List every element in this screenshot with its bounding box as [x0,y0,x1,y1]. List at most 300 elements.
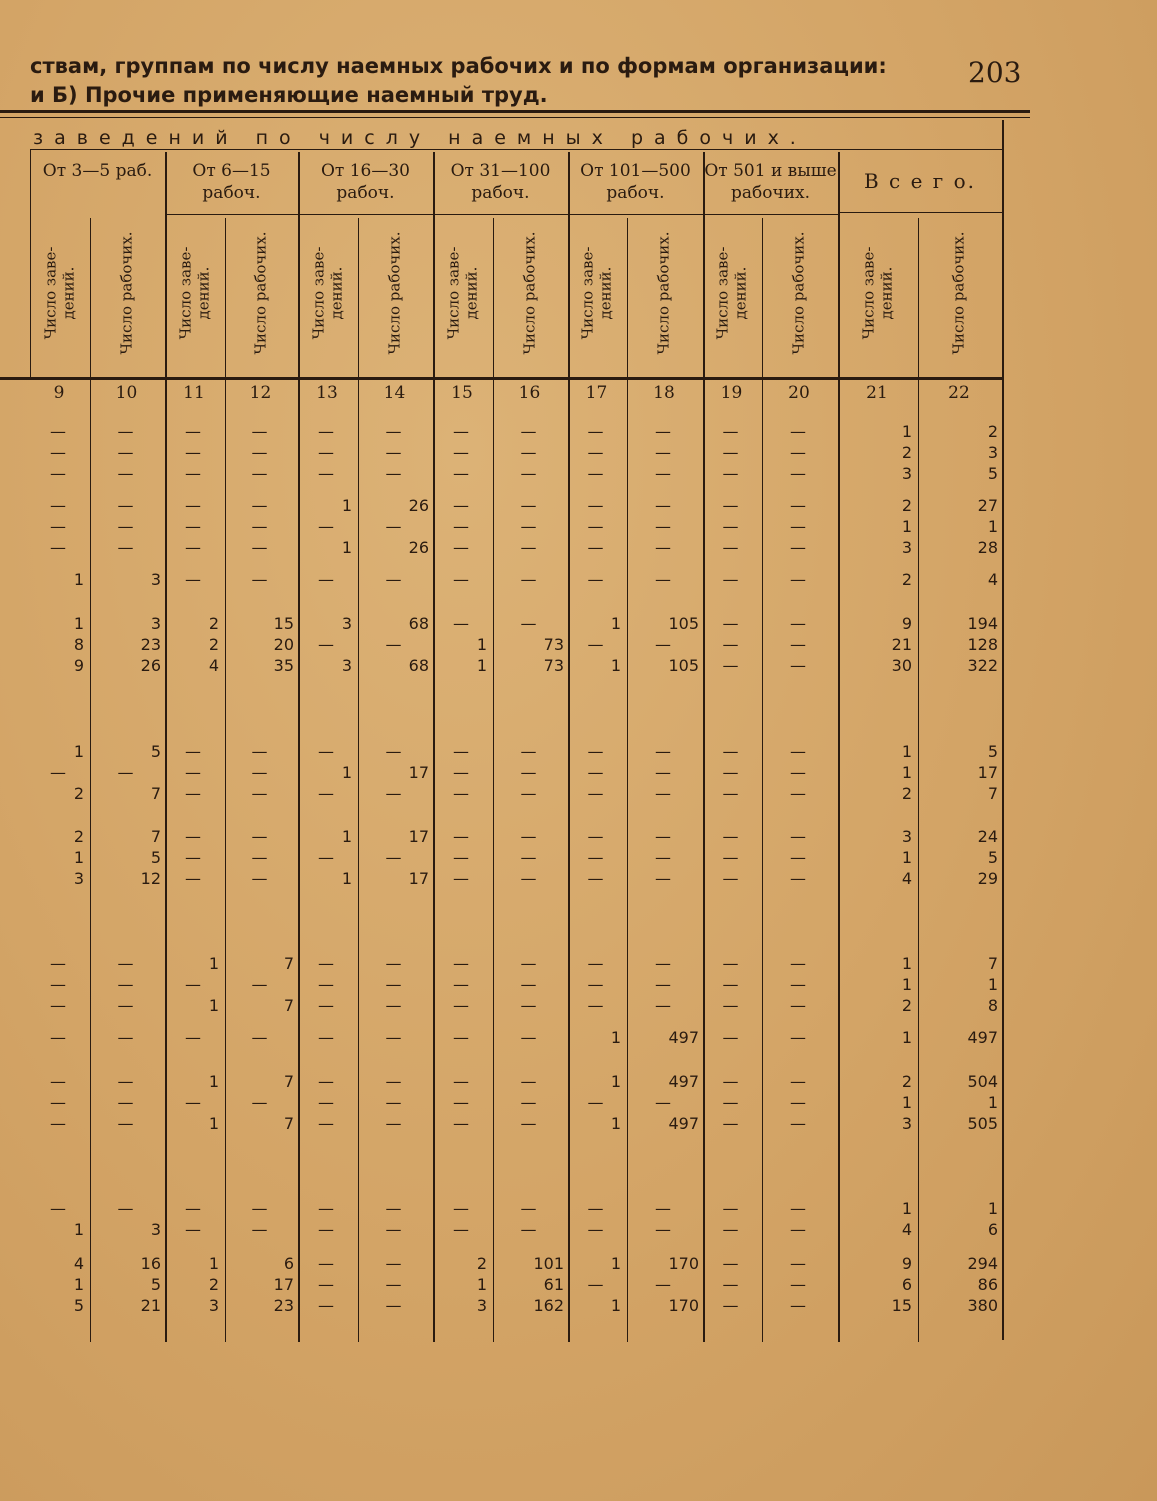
table-cell: — [251,1199,268,1218]
table-cell: — [251,443,268,462]
table-cell: 35 [273,656,294,675]
total-header-rule [838,212,1002,213]
table-cell: — [453,954,469,973]
table-cell: — [385,443,402,462]
table-cell: 6 [901,1275,912,1294]
column-number: 14 [383,383,406,403]
subheader-text: Число рабочих. [385,231,404,355]
subheader-establishments [433,218,491,368]
table-cell: — [453,763,469,782]
table-cell: — [318,848,334,867]
table-cell: — [117,538,134,557]
table-cell: — [520,538,537,557]
table-cell: — [50,422,66,441]
table-cell: — [655,975,671,994]
table-cell: 1 [73,848,84,867]
table-cell: — [655,869,671,888]
table-cell: 1 [476,635,487,654]
table-cell: — [520,1220,537,1239]
subheader-establishments [838,218,916,368]
table-cell: — [520,496,537,515]
table-cell: — [587,827,604,846]
table-cell: — [453,848,469,867]
table-cell: 7 [283,954,294,973]
table-cell: — [655,742,671,761]
table-cell: — [722,827,739,846]
table-cell: — [117,954,134,973]
table-cell: — [385,422,402,441]
table-cell: — [318,1296,334,1315]
table-cell: — [722,763,739,782]
table-cell: 1 [901,517,912,536]
subheader-workers [625,218,703,368]
table-cell: — [790,464,806,483]
table-cell: 9 [73,656,84,675]
table-cell: 1 [987,1093,998,1112]
table-cell: 1 [341,827,352,846]
table-cell: — [790,538,806,557]
group-header-6: От 501 и выше рабочих. [704,161,837,203]
table-cell: 5 [150,848,161,867]
subheader-text: Число заве- дений. [859,246,895,340]
table-cell: — [50,1114,66,1133]
table-cell: — [655,517,671,536]
table-cell: — [50,538,66,557]
column-number: 9 [53,383,65,403]
table-cell: — [385,464,402,483]
table-cell: — [185,538,201,557]
table-cell: — [50,1072,66,1091]
column-number: 21 [866,383,888,403]
table-cell: — [453,422,469,441]
table-cell: — [185,1220,201,1239]
table-cell: 3 [987,443,998,462]
table-cell: — [251,784,268,803]
table-cell: — [117,464,134,483]
table-cell: — [318,954,334,973]
table-cell: — [587,570,604,589]
table-cell: — [655,443,671,462]
table-cell: — [790,517,806,536]
table-cell: 322 [967,656,998,675]
table-cell: — [318,464,334,483]
table-cell: — [587,848,604,867]
table-cell: — [251,570,268,589]
table-cell: 15 [891,1296,912,1315]
table-cell: — [587,496,604,515]
table-cell: 23 [273,1296,294,1315]
table-cell: — [50,464,66,483]
table-cell: — [790,1028,806,1047]
table-cell: 1 [341,496,352,515]
column-number: 19 [720,383,743,403]
table-cell: — [790,656,806,675]
table-cell: — [318,635,334,654]
table-cell: — [318,517,334,536]
subheader-text: Число рабочих. [117,231,136,355]
header-bottom-rule [0,377,1004,380]
table-cell: 26 [140,656,161,675]
header-line-1: ствам, группам по числу наемных рабочих и по формам организации: [30,54,887,78]
table-cell: — [722,1199,739,1218]
table-cell: — [453,827,469,846]
table-cell: — [790,1254,806,1273]
table-cell: 73 [543,656,564,675]
table-cell: — [520,1028,537,1047]
table-cell: — [722,656,739,675]
table-cell: — [251,464,268,483]
table-cell: — [117,1114,134,1133]
table-cell: — [251,848,268,867]
table-cell: 5 [150,742,161,761]
table-cell: 23 [140,635,161,654]
table-cell: — [520,1114,537,1133]
table-cell: — [722,443,739,462]
column-number: 20 [788,383,810,403]
table-cell: — [453,614,469,633]
table-cell: — [587,443,604,462]
table-cell: — [453,1093,469,1112]
table-cell: — [185,517,201,536]
subheader-text: Число заве- дений. [176,246,212,340]
table-cell: — [655,422,671,441]
table-cell: 170 [668,1296,699,1315]
column-number: 16 [518,383,541,403]
table-cell: — [117,1072,134,1091]
table-cell: 3 [341,614,352,633]
table-cell: — [722,517,739,536]
table-cell: — [790,784,806,803]
table-cell: 505 [967,1114,998,1133]
table-cell: 4 [901,869,912,888]
table-cell: 17 [273,1275,294,1294]
table-cell: — [655,496,671,515]
table-cell: — [520,1093,537,1112]
subheader-text: Число заве- дений. [713,246,750,340]
table-cell: — [790,1275,806,1294]
table-cell: — [520,1072,537,1091]
table-cell: — [318,975,334,994]
table-cell: 6 [987,1220,998,1239]
table-cell: — [185,742,201,761]
table-cell: — [587,954,604,973]
table-cell: — [520,517,537,536]
group-header-3: От 16—30 рабоч. [320,161,410,203]
table-cell: 2 [208,614,219,633]
table-cell: — [318,422,334,441]
table-cell: — [587,869,604,888]
table-cell: 4 [73,1254,84,1273]
table-cell: — [185,827,201,846]
table-cell: — [722,1220,739,1239]
table-cell: — [722,464,739,483]
group-header-rule [165,214,838,215]
table-cell: 21 [140,1296,161,1315]
table-cell: 2 [901,496,912,515]
subheader-workers [916,218,1002,368]
table-cell: — [790,827,806,846]
table-right-border [1002,120,1004,1340]
table-cell: — [117,422,134,441]
table-cell: — [587,763,604,782]
table-cell: 1 [610,656,621,675]
subtitle-rule [30,149,1002,150]
table-cell: — [453,1199,469,1218]
table-cell: 3 [476,1296,487,1315]
table-cell: — [722,784,739,803]
header-rule [0,110,1030,113]
table-cell: — [50,954,66,973]
table-cell: 5 [987,848,998,867]
table-cell: — [185,443,201,462]
table-cell: 1 [208,1072,219,1091]
table-cell: — [790,1072,806,1091]
table-cell: 5 [150,1275,161,1294]
table-cell: — [722,848,739,867]
table-cell: 1 [901,422,912,441]
table-cell: — [655,763,671,782]
table-cell: 73 [543,635,564,654]
table-cell: — [385,570,402,589]
table-cell: — [722,975,739,994]
table-cell: — [385,1275,402,1294]
subheader-text: Число заве- дений. [578,246,615,340]
table-cell: 8 [987,996,998,1015]
table-cell: — [587,1220,604,1239]
table-cell: — [385,1114,402,1133]
table-cell: — [722,1296,739,1315]
table-cell: — [453,496,469,515]
table-cell: 1 [73,614,84,633]
table-cell: 1 [476,656,487,675]
table-cell: 3 [208,1296,219,1315]
table-cell: 1 [610,1114,621,1133]
table-cell: — [790,954,806,973]
table-cell: 2 [901,443,912,462]
table-cell: — [790,975,806,994]
table-cell: 3 [901,464,912,483]
table-cell: — [385,1296,402,1315]
table-cell: — [520,614,537,633]
table-cell: 1 [341,538,352,557]
table-cell: — [790,1114,806,1133]
table-cell: 3 [150,614,161,633]
table-cell: — [790,1296,806,1315]
table-cell: — [251,538,268,557]
subheader-text: Число заве- дений. [309,246,345,340]
table-cell: — [655,538,671,557]
table-cell: — [655,635,671,654]
table-cell: — [587,538,604,557]
table-cell: — [453,443,469,462]
table-cell: — [185,1093,201,1112]
table-cell: — [385,517,402,536]
column-number: 10 [115,383,138,403]
table-cell: — [385,996,402,1015]
table-cell: — [185,422,201,441]
table-cell: 12 [140,869,161,888]
table-cell: — [251,742,268,761]
table-cell: — [453,464,469,483]
table-cell: — [655,1220,671,1239]
table-cell: 3 [341,656,352,675]
table-cell: — [318,1220,334,1239]
subheader-text: Число заве- дений. [444,246,480,340]
table-cell: 105 [668,656,699,675]
table-cell: 1 [901,763,912,782]
subheader-text: Число рабочих. [790,231,809,355]
table-cell: — [251,1093,268,1112]
table-cell: 1 [610,1072,621,1091]
table-cell: — [318,742,334,761]
table-cell: — [520,869,537,888]
page-number: 203 [968,56,1022,89]
table-cell: 2 [987,422,998,441]
subheader-text: Число заве- дений. [41,246,77,340]
table-cell: — [722,996,739,1015]
table-cell: — [185,869,201,888]
table-cell: 1 [208,1254,219,1273]
table-cell: 1 [901,1093,912,1112]
table-cell: — [50,1199,66,1218]
table-cell: — [790,635,806,654]
table-cell: — [722,1093,739,1112]
table-cell: — [587,1093,604,1112]
table-cell: — [520,422,537,441]
table-cell: — [251,1220,268,1239]
table-cell: 1 [987,975,998,994]
table-cell: — [117,517,134,536]
table-cell: — [318,1275,334,1294]
table-cell: 162 [533,1296,564,1315]
table-cell: — [587,1199,604,1218]
table-cell: — [722,1072,739,1091]
table-cell: — [453,869,469,888]
table-cell: 497 [668,1072,699,1091]
table-cell: — [655,464,671,483]
table-cell: 1 [987,1199,998,1218]
table-cell: — [185,763,201,782]
table-cell: 26 [408,538,429,557]
table-cell: 17 [408,869,429,888]
table-cell: — [520,464,537,483]
table-cell: 1 [610,1028,621,1047]
table-cell: — [520,1199,537,1218]
table-cell: 1 [208,954,219,973]
subheader-workers [491,218,568,368]
table-cell: 9 [901,1254,912,1273]
table-cell: — [722,1275,739,1294]
table-cell: — [117,1028,134,1047]
table-cell: 24 [977,827,998,846]
table-cell: — [185,570,201,589]
table-cell: 1 [341,869,352,888]
table-cell: — [453,1220,469,1239]
table-cell: — [251,975,268,994]
table-cell: — [587,1275,604,1294]
table-cell: 170 [668,1254,699,1273]
table-cell: — [790,496,806,515]
table-cell: — [722,496,739,515]
table-cell: — [655,570,671,589]
table-cell: 86 [977,1275,998,1294]
table-cell: 1 [610,1254,621,1273]
table-cell: 1 [208,996,219,1015]
subheader-establishments [568,218,625,368]
table-cell: — [790,1220,806,1239]
subheader-establishments [298,218,356,368]
table-cell: 1 [73,1220,84,1239]
table-cell: — [722,1254,739,1273]
table-cell: — [251,827,268,846]
table-cell: — [117,496,134,515]
table-cell: — [722,954,739,973]
table-cell: 28 [977,538,998,557]
table-cell: 1 [73,1275,84,1294]
table-cell: 4 [208,656,219,675]
table-cell: — [453,784,469,803]
table-cell: 61 [543,1275,564,1294]
subheader-text: Число рабочих. [655,231,674,355]
table-cell: — [453,517,469,536]
table-cell: — [722,538,739,557]
table-cell: — [251,1028,268,1047]
table-cell: — [385,784,402,803]
table-cell: 8 [73,635,84,654]
table-cell: — [722,614,739,633]
table-cell: — [587,975,604,994]
table-cell: — [185,496,201,515]
table-cell: — [790,1093,806,1112]
table-cell: — [520,742,537,761]
column-number: 12 [249,383,272,403]
table-cell: — [185,848,201,867]
subheader-establishments [165,218,223,368]
table-cell: — [251,422,268,441]
table-cell: 1 [901,1199,912,1218]
table-cell: 504 [967,1072,998,1091]
table-cell: — [722,422,739,441]
table-cell: — [385,1028,402,1047]
group-header-4: От 31—100 рабоч. [450,161,551,203]
table-cell: — [520,827,537,846]
table-cell: 2 [901,784,912,803]
column-number: 11 [183,383,205,403]
table-cell: 7 [987,954,998,973]
table-cell: — [722,869,739,888]
table-cell: — [50,443,66,462]
table-cell: 1 [73,742,84,761]
table-cell: — [251,517,268,536]
table-cell: 105 [668,614,699,633]
table-cell: 128 [967,635,998,654]
table-cell: — [790,742,806,761]
table-cell: — [453,975,469,994]
subheader-workers [88,218,165,368]
table-cell: — [655,784,671,803]
table-cell: — [50,1093,66,1112]
table-subtitle: заведений по числу наемных рабочих. [33,127,807,149]
subheader-establishments [30,218,88,368]
table-cell: — [318,1254,334,1273]
table-cell: 1 [610,614,621,633]
table-cell: — [520,975,537,994]
table-cell: — [318,570,334,589]
group-header-2: От 6—15 рабоч. [192,161,271,203]
table-cell: 3 [150,1220,161,1239]
table-cell: 7 [283,1114,294,1133]
table-cell: 3 [901,1114,912,1133]
